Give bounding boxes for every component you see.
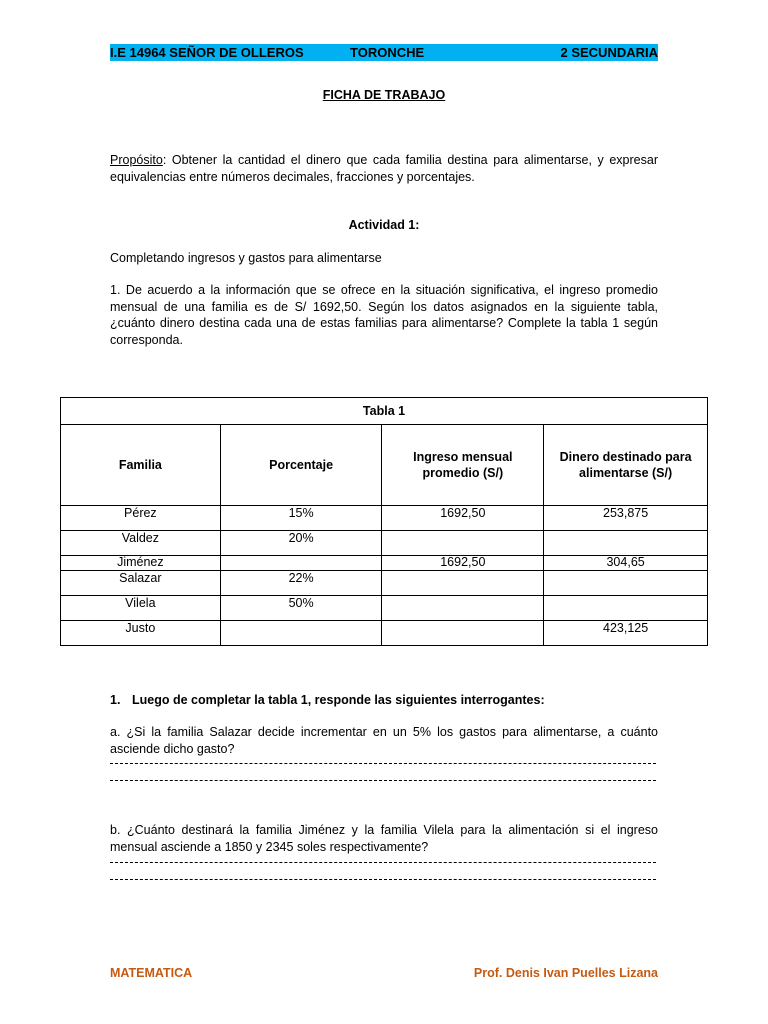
table-row — [61, 596, 708, 621]
cell-food-money — [544, 596, 708, 621]
header-bar — [110, 44, 658, 61]
school-name: I.E 14964 SEÑOR DE OLLEROS — [110, 45, 304, 60]
cell-percent: 15% — [220, 506, 382, 531]
activity-subtitle: Completando ingresos y gastos para alimentarse — [110, 251, 382, 265]
header-dinero: Dinero destinado para alimentarse (S/) — [544, 425, 708, 506]
place-name: TORONCHE — [350, 45, 425, 60]
page-title: FICHA DE TRABAJO — [322, 88, 446, 102]
question-1: 1. De acuerdo a la información que se ofrece en la situación significativa, el ingreso promedio mensual de una familia es de S/ 1692,50. Según los datos asignados en la siguiente tabla, ¿cuánto dinero destina cada una de estas familias para alimentarse? Complete la tabla 1 según corresponda. — [110, 283, 658, 347]
cell-percent — [220, 556, 382, 571]
table-caption: Tabla 1 — [61, 398, 708, 425]
answer-line-a2[interactable] — [110, 780, 656, 781]
table-row — [61, 556, 708, 571]
cell-family: Jiménez — [61, 556, 221, 571]
header-porcentaje: Porcentaje — [220, 425, 382, 506]
grade-label: 2 SECUNDARIA — [560, 45, 658, 60]
activity-title: Actividad 1: — [348, 218, 420, 232]
followup-text: Luego de completar la tabla 1, responde las siguientes interrogantes: — [132, 693, 545, 707]
cell-food-money: 304,65 — [544, 556, 708, 571]
footer-teacher: Prof. Denis Ivan Puelles Lizana — [473, 966, 658, 980]
purpose-text: : Obtener la cantidad el dinero que cada familia destina para alimentarse, y expresar equivalencias entre números decimales, fracciones y porcentajes. — [110, 153, 658, 184]
cell-income — [382, 571, 544, 596]
cell-food-money — [544, 571, 708, 596]
question-a: a. ¿Si la familia Salazar decide incrementar en un 5% los gastos para alimentarse, a cuánto asciende dicho gasto? — [110, 725, 658, 756]
cell-food-money: 423,125 — [544, 621, 708, 646]
followup-intro — [110, 692, 658, 709]
cell-family: Salazar — [61, 571, 221, 596]
cell-income — [382, 621, 544, 646]
footer-subject: MATEMATICA — [110, 966, 193, 980]
purpose-paragraph — [110, 152, 658, 185]
cell-income: 1692,50 — [382, 506, 544, 531]
followup-number: 1. — [110, 693, 121, 707]
table-row — [61, 531, 708, 556]
cell-income — [382, 531, 544, 556]
cell-income — [382, 596, 544, 621]
cell-family: Vilela — [61, 596, 221, 621]
cell-food-money — [544, 531, 708, 556]
answer-line-b2[interactable] — [110, 879, 656, 880]
table-row — [61, 506, 708, 531]
cell-percent: 22% — [220, 571, 382, 596]
header-ingreso: Ingreso mensual promedio (S/) — [382, 425, 544, 506]
purpose-label: Propósito — [110, 153, 163, 167]
table-row — [61, 571, 708, 596]
header-familia: Familia — [61, 425, 221, 506]
cell-income: 1692,50 — [382, 556, 544, 571]
answer-line-a1[interactable] — [110, 763, 656, 764]
cell-percent — [220, 621, 382, 646]
cell-family: Pérez — [61, 506, 221, 531]
question-b: b. ¿Cuánto destinará la familia Jiménez y la familia Vilela para la alimentación si el ingreso mensual asciende a 1850 y 2345 soles respectivamente? — [110, 823, 658, 854]
cell-percent: 50% — [220, 596, 382, 621]
cell-family: Valdez — [61, 531, 221, 556]
cell-food-money: 253,875 — [544, 506, 708, 531]
cell-percent: 20% — [220, 531, 382, 556]
answer-line-b1[interactable] — [110, 862, 656, 863]
data-table — [60, 397, 708, 646]
table-row — [61, 621, 708, 646]
cell-family: Justo — [61, 621, 221, 646]
